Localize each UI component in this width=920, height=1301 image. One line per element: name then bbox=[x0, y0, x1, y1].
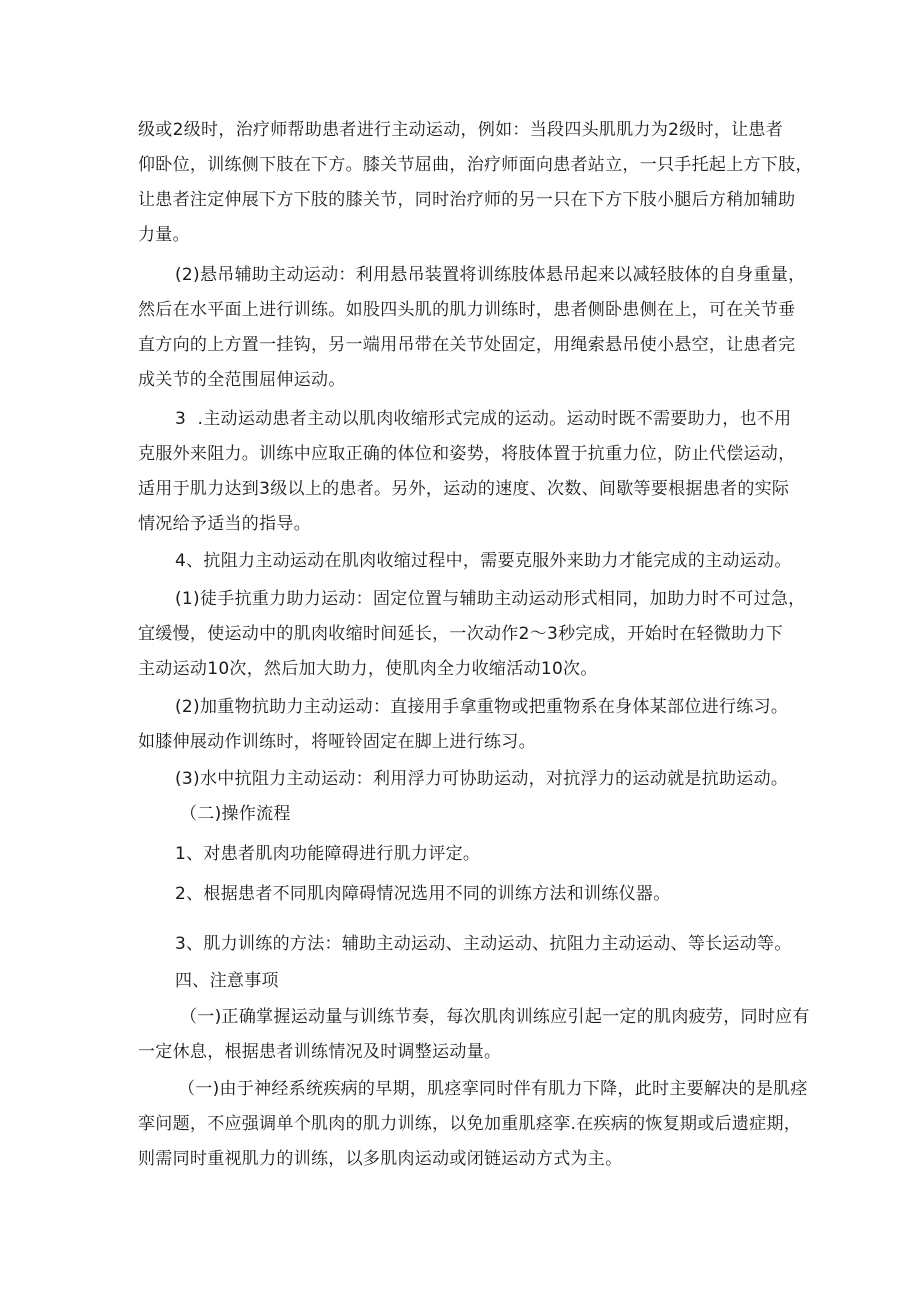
text-line: （一)正确掌握运动量与训练节奏，每次肌肉训练应引起一定的肌肉疲劳，同时应有 bbox=[180, 1007, 810, 1027]
text-line: 级或2级时，治疗师帮助患者进行主动运动，例如：当段四头肌肌力为2级时，让患者 bbox=[138, 120, 784, 140]
text-line: (2)悬吊辅助主动运动：利用悬吊装置将训练肢体悬吊起来以减轻肢体的自身重量， bbox=[175, 265, 806, 285]
text-line: (3)水中抗阻力主动运动：利用浮力可协助运动，对抗浮力的运动就是抗助运动。 bbox=[175, 769, 789, 789]
text-line: 宜缓慢，使运动中的肌肉收缩时间延长，一次动作2～3秒完成，开始时在轻微助力下 bbox=[138, 624, 784, 644]
section-heading: （二)操作流程 bbox=[180, 804, 291, 824]
section-heading: 四、注意事项 bbox=[175, 971, 279, 991]
list-item: 3、肌力训练的方法：辅助主动运动、主动运动、抗阻力主动运动、等长运动等。 bbox=[175, 934, 792, 954]
text-line: 主动运动10次，然后加大助力，使肌肉全力收缩活动10次。 bbox=[138, 659, 598, 679]
text-line: 让患者注定伸展下方下肢的膝关节，同时治疗师的另一只在下方下肢小腿后方稍加辅助 bbox=[138, 190, 796, 210]
text-line: 克服外来阻力。训练中应取正确的体位和姿势，将肢体置于抗重力位，防止代偿运动， bbox=[138, 444, 796, 464]
text-line: 成关节的全范围屈伸运动。 bbox=[138, 370, 346, 390]
text-line: 如膝伸展动作训练时，将哑铃固定在脚上进行练习。 bbox=[138, 732, 536, 752]
text-line: 一定休息，根据患者训练情况及时调整运动量。 bbox=[138, 1042, 502, 1062]
text-line: 挛问题，不应强调单个肌肉的肌力训练，以免加重肌痉挛.在疾病的恢复期或后遗症期， bbox=[138, 1114, 802, 1134]
text-line: 3 .主动运动患者主动以肌肉收缩形式完成的运动。运动时既不需要助力，也不用 bbox=[175, 409, 792, 429]
text-line: 4、抗阻力主动运动在肌肉收缩过程中，需要克服外来助力才能完成的主动运动。 bbox=[175, 551, 792, 571]
text-line: (1)徒手抗重力助力运动：固定位置与辅助主动运动形式相同，加助力时不可过急， bbox=[175, 589, 806, 609]
text-line: （一)由于神经系统疾病的早期，肌痉挛同时伴有肌力下降，此时主要解决的是肌痉 bbox=[178, 1079, 808, 1099]
text-line: 力量。 bbox=[138, 225, 190, 245]
text-line: 直方向的上方置一挂钩，另一端用吊带在关节处固定，用绳索悬吊使小悬空，让患者完 bbox=[138, 335, 796, 355]
text-line: 适用于肌力达到3级以上的患者。另外，运动的速度、次数、间歇等要根据患者的实际 bbox=[138, 479, 790, 499]
text-line: (2)加重物抗助力主动运动：直接用手拿重物或把重物系在身体某部位进行练习。 bbox=[175, 697, 789, 717]
list-item: 2、根据患者不同肌肉障碍情况选用不同的训练方法和训练仪器。 bbox=[175, 884, 671, 904]
text-line: 仰卧位，训练侧下肢在下方。膝关节屈曲，治疗师面向患者站立，一只手托起上方下肢， bbox=[138, 155, 813, 175]
list-item: 1、对患者肌肉功能障碍进行肌力评定。 bbox=[175, 844, 481, 864]
text-line: 然后在水平面上进行训练。如股四头肌的肌力训练时，患者侧卧患侧在上，可在关节垂 bbox=[138, 300, 796, 320]
text-line: 情况给予适当的指导。 bbox=[138, 514, 311, 534]
text-line: 则需同时重视肌力的训练，以多肌肉运动或闭链运动方式为主。 bbox=[138, 1149, 623, 1169]
